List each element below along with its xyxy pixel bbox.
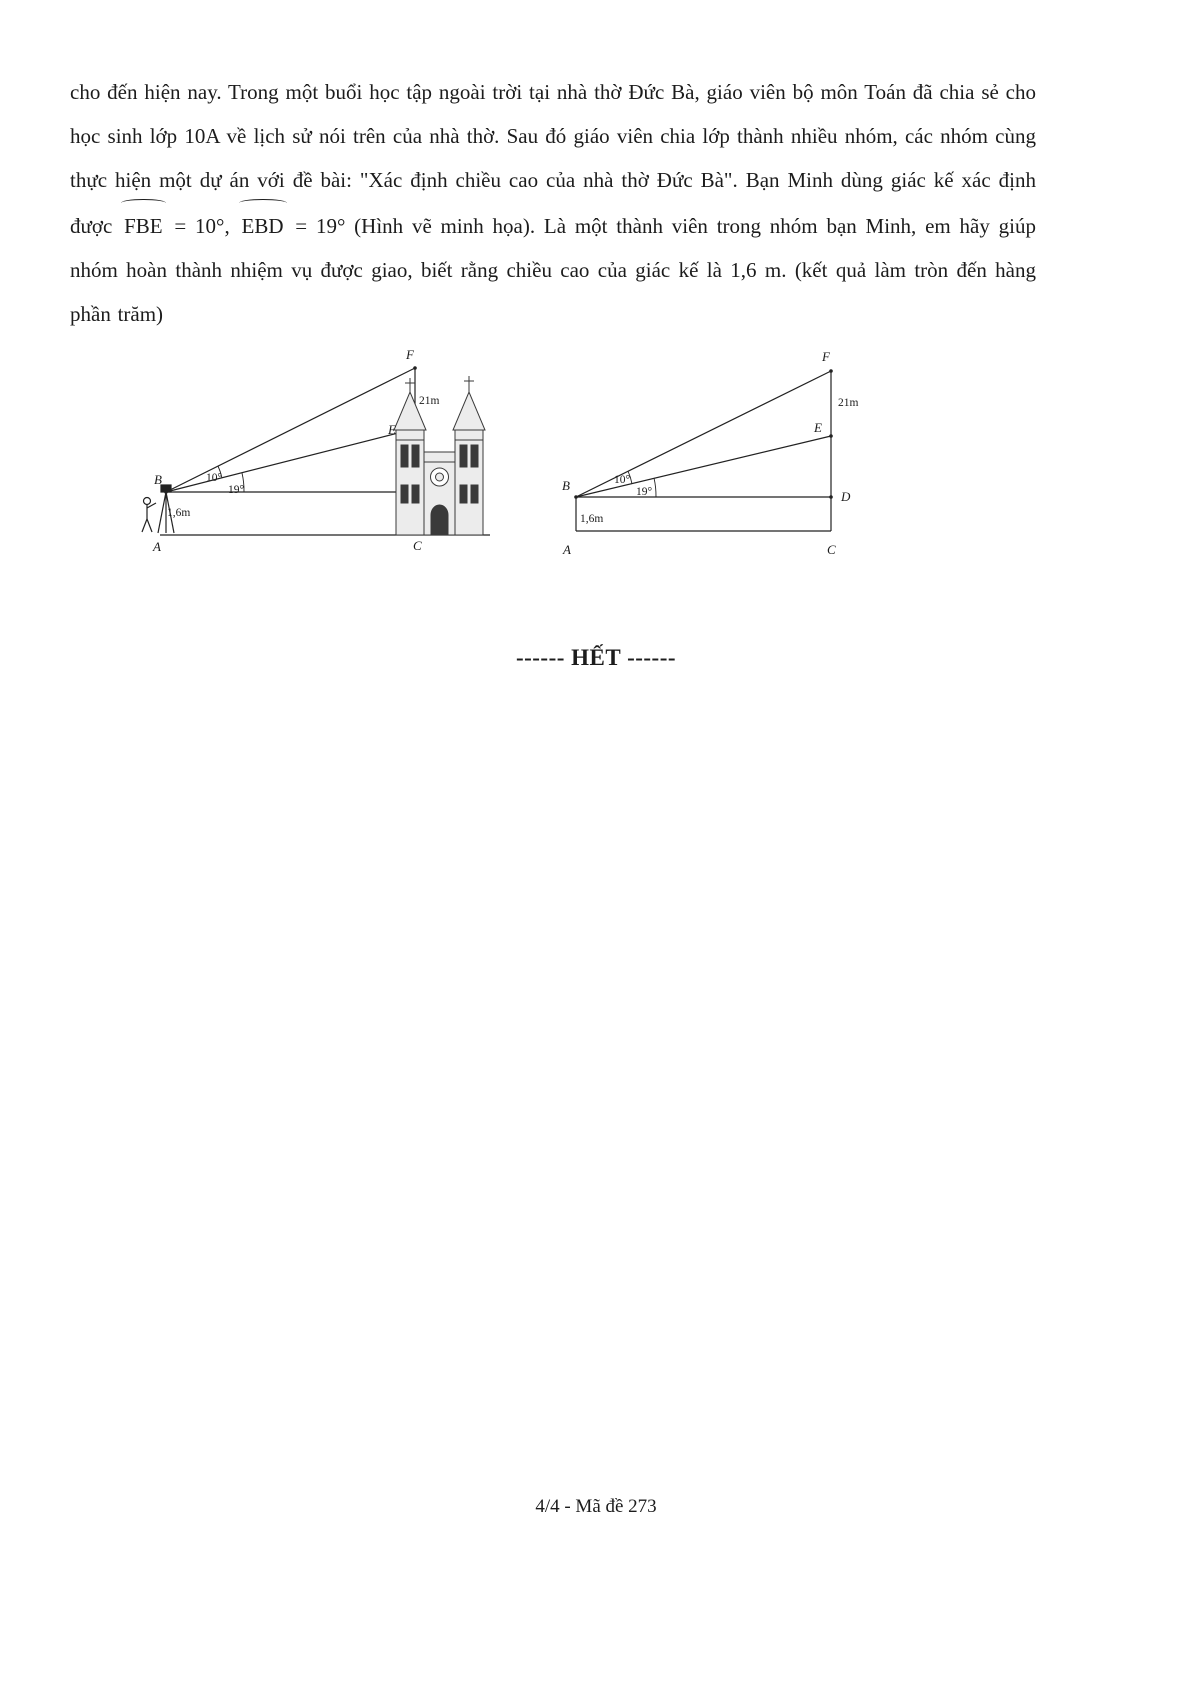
label-E-fig2: E [814, 420, 822, 435]
text-segment: = 19° [286, 214, 355, 238]
label-F-fig1: F [406, 347, 414, 362]
label-A-fig2: A [563, 542, 571, 557]
figure2-lines [576, 371, 831, 531]
label-21m-fig2: 21m [838, 397, 859, 409]
angle-EBD-notation: EBD [239, 202, 287, 248]
label-B-fig1: B [154, 472, 162, 487]
label-C-fig2: C [827, 542, 836, 557]
end-marker: ------ HẾT ------ [515, 645, 677, 670]
geometry-diagram [0, 340, 1192, 580]
point-D-fig2 [829, 495, 833, 499]
label-A-fig1: A [153, 539, 161, 554]
angle-FBE-notation: FBE [121, 202, 166, 248]
label-angle19-fig2: 19° [636, 486, 653, 498]
text-segment: cho đến hiện nay. Trong một buổi học tập ngoài trời tại nhà thờ Đức Bà, giáo viên bộ môn Toán đã chia sẻ cho học sinh lớp 10A về lịch sử nói trên của nhà thờ. Sau đó giáo viên chia lớp thành nhiều nhóm, các nhóm cùng thực hiện một dự án với đề bài: "Xác định chiều cao của nhà thờ Đức Bà". Bạn Minh dùng giác kế xác định được [70, 80, 1036, 238]
label-D-fig2: D [841, 489, 851, 504]
label-angle10-fig2: 10° [614, 474, 631, 486]
label-C-fig1: C [413, 538, 422, 553]
text-segment: (Hình vẽ minh họa). Là một thành viên trong nhóm bạn Minh, em hãy giúp nhóm hoàn thành nhiệm vụ được giao, biết rằng chiều cao của giác kế là 1,6 m. (kết quả làm tròn đến hàng phần trăm) [70, 214, 1037, 326]
label-21m-fig1: 21m [419, 395, 440, 407]
label-angle19-fig1: 19° [228, 484, 245, 496]
point-B-fig2 [574, 495, 578, 499]
point-F-fig1 [413, 366, 417, 370]
figure2 [562, 349, 859, 557]
point-E-fig2 [829, 434, 833, 438]
label-16m-fig2: 1,6m [580, 513, 604, 525]
cathedral-illustration [394, 376, 485, 535]
label-16m-fig1: 1,6m [167, 507, 191, 519]
problem-text [70, 70, 1036, 336]
page-footer: 4/4 - Mã đề 273 [535, 1496, 657, 1517]
figure1 [142, 347, 490, 554]
label-E-fig1: E [388, 422, 396, 437]
label-B-fig2: B [562, 478, 570, 493]
label-angle10-fig1: 10° [206, 472, 223, 484]
text-segment: = 10°, [165, 214, 239, 238]
label-F-fig2: F [822, 349, 830, 364]
point-B-fig1 [164, 490, 168, 494]
point-F-fig2 [829, 369, 833, 373]
